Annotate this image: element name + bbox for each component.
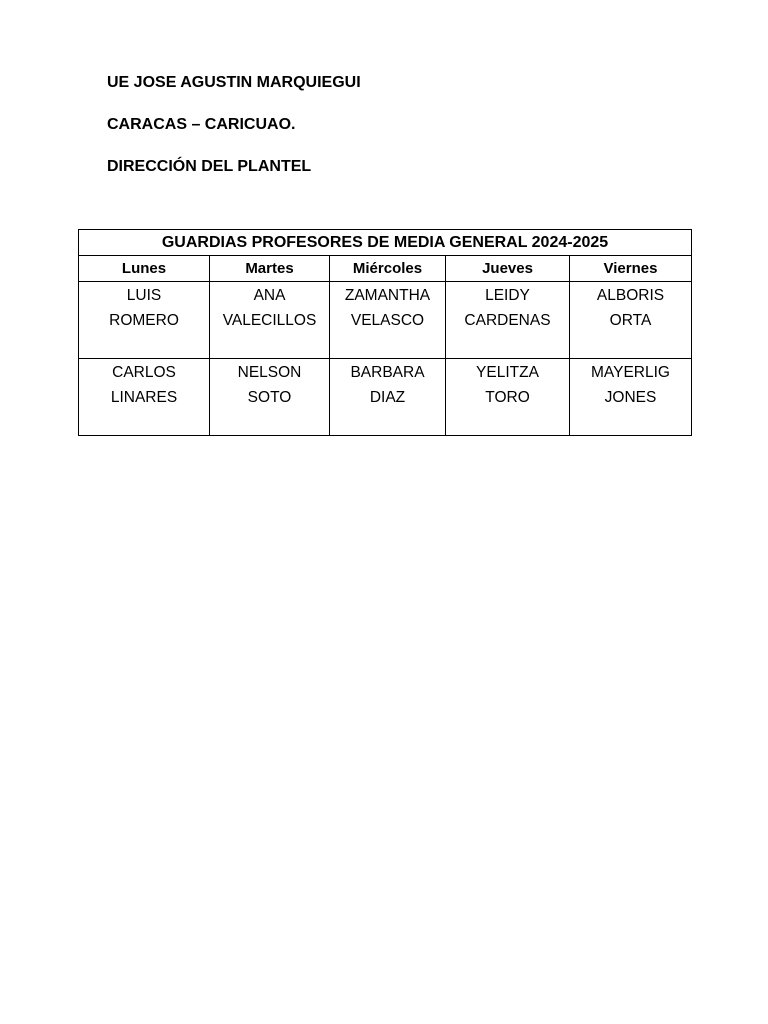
teacher-first-name: LUIS — [126, 287, 162, 304]
teacher-last-name: ROMERO — [109, 312, 179, 329]
table-title-row — [79, 230, 692, 256]
teacher-last-name: VELASCO — [350, 312, 425, 329]
day-header-row — [79, 256, 692, 282]
teacher-cell — [446, 359, 570, 436]
teacher-cell — [570, 282, 692, 359]
teacher-first-name: NELSON — [237, 364, 302, 381]
table-row — [79, 359, 692, 436]
teacher-last-name: TORO — [485, 389, 530, 406]
teacher-last-name: VALECILLOS — [222, 312, 317, 329]
teacher-cell — [330, 359, 446, 436]
day-header-thursday: Jueves — [446, 256, 570, 282]
teacher-first-name: YELITZA — [476, 364, 539, 381]
teacher-first-name: ANA — [253, 287, 286, 304]
guard-schedule-table — [78, 229, 692, 436]
teacher-last-name: JONES — [604, 389, 657, 406]
day-header-wednesday: Miércoles — [330, 256, 446, 282]
teacher-cell — [79, 282, 210, 359]
teacher-last-name: DIAZ — [369, 389, 406, 406]
teacher-first-name: ZAMANTHA — [344, 287, 431, 304]
day-header-monday: Lunes — [79, 256, 210, 282]
teacher-cell — [330, 282, 446, 359]
table-title: GUARDIAS PROFESORES DE MEDIA GENERAL 2024-2025 — [79, 230, 692, 256]
teacher-first-name: ALBORIS — [596, 287, 665, 304]
teacher-cell — [446, 282, 570, 359]
teacher-cell — [79, 359, 210, 436]
teacher-first-name: LEIDY — [485, 287, 530, 304]
teacher-cell — [570, 359, 692, 436]
teacher-cell — [210, 282, 330, 359]
school-name: UE JOSE AGUSTIN MARQUIEGUI — [107, 74, 361, 91]
school-location: CARACAS – CARICUAO. — [107, 116, 296, 133]
teacher-last-name: SOTO — [247, 389, 292, 406]
teacher-cell — [210, 359, 330, 436]
teacher-first-name: MAYERLIG — [591, 364, 670, 381]
teacher-first-name: BARBARA — [350, 364, 425, 381]
teacher-last-name: CARDENAS — [464, 312, 551, 329]
day-header-friday: Viernes — [570, 256, 692, 282]
table-row — [79, 282, 692, 359]
teacher-first-name: CARLOS — [112, 364, 176, 381]
school-department: DIRECCIÓN DEL PLANTEL — [107, 158, 312, 175]
teacher-last-name: LINARES — [110, 389, 178, 406]
teacher-last-name: ORTA — [609, 312, 652, 329]
day-header-tuesday: Martes — [210, 256, 330, 282]
